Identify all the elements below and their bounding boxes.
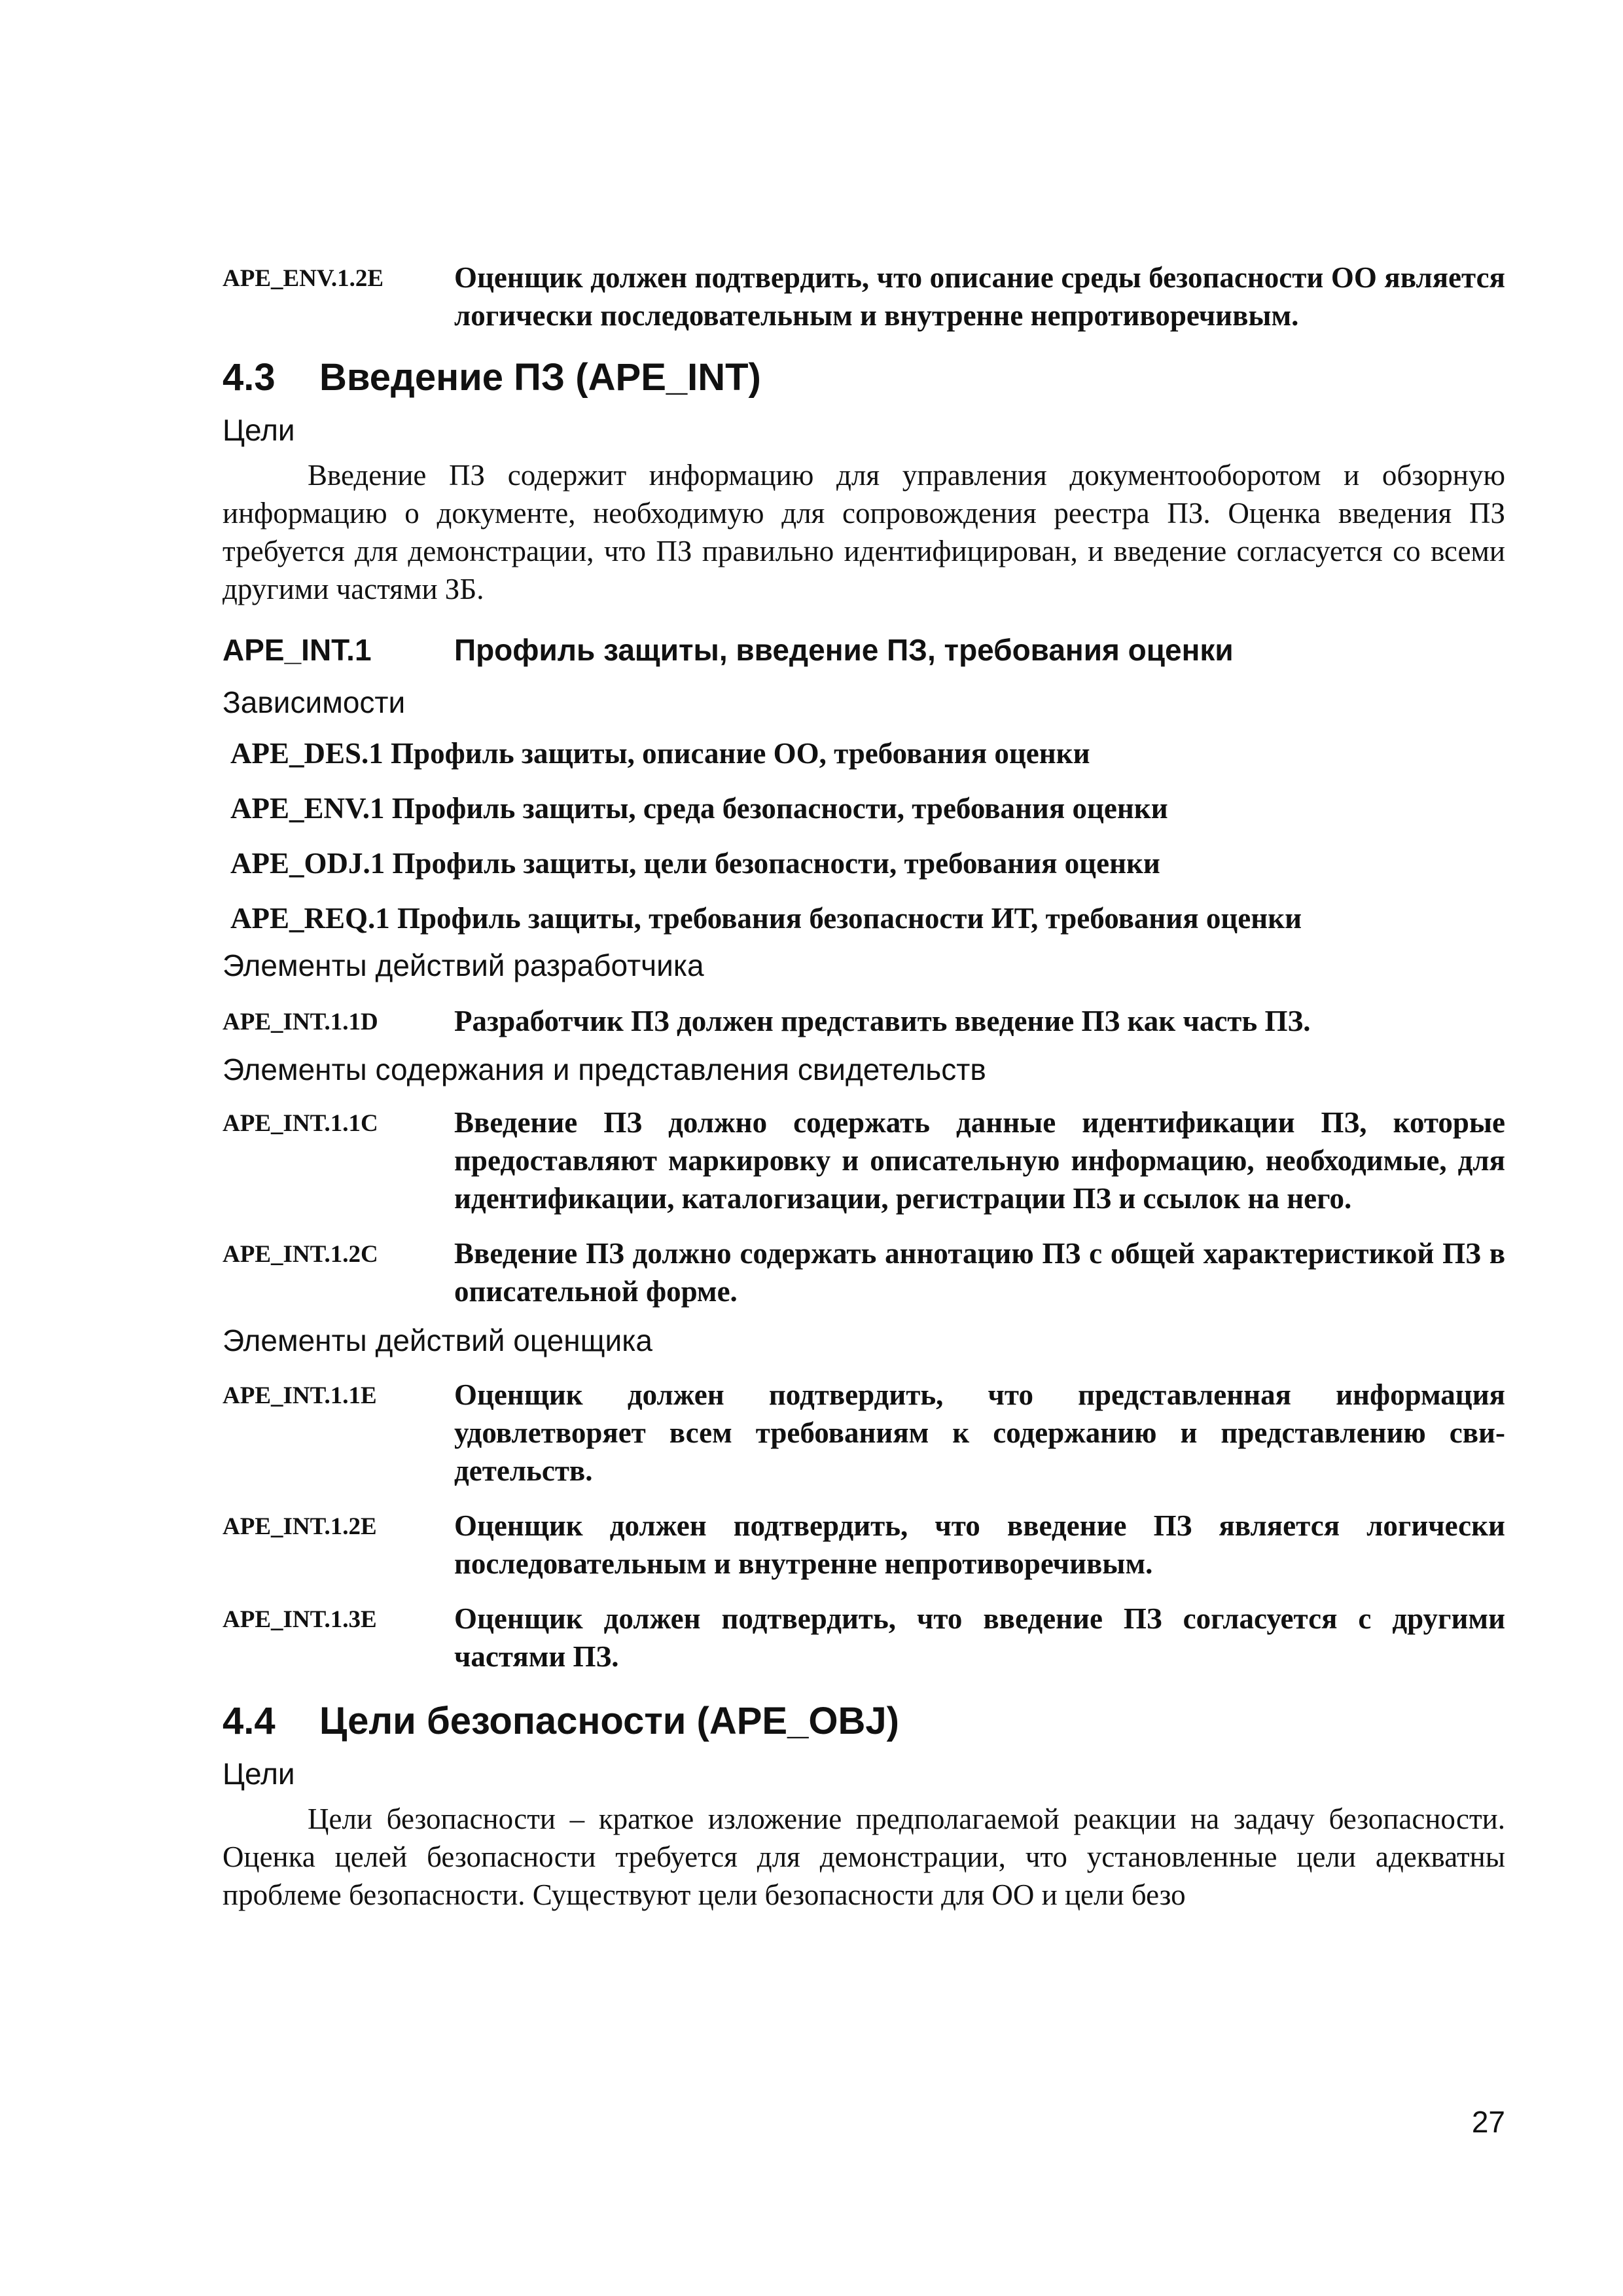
section-heading-4-4 [223,1698,1505,1745]
element-ape-int-1-1d [223,1002,1505,1041]
element-ape-env-1-2e [223,259,1505,334]
element-ape-int-1-2c [223,1234,1505,1310]
dependency-item: APE_ODJ.1 Профиль защиты, цели безопасности, требования оценки [230,847,1160,880]
goals-label: Цели [223,413,295,447]
element-ape-int-1-2e [223,1507,1505,1583]
family-code: APE_INT.1 [223,633,372,667]
element-text: Введение ПЗ должно содержать данные идентификации ПЗ, которые предоставляют маркировку и описательную информацию, необходимые, для идентификации, каталогизации, регистрации ПЗ и ссылок на него. [454,1106,1505,1215]
section-title: Цели безопасности (APE_OBJ) [319,1700,899,1742]
goals-paragraph: Цели безопасности – краткое изложение предполагаемой реакции на задачу безопасности. Оценка целей безопасности требуется для демонстрации, что установленные цели адекватны проблеме безопасности. Существуют цели безопасности для ОО и цели безо [223,1803,1505,1911]
section-heading-4-3 [223,354,1505,401]
family-title: Профиль защиты, введение ПЗ, требования оценки [454,633,1234,667]
element-code: APE_INT.1.2C [223,1241,378,1268]
element-code: APE_ENV.1.2E [223,265,384,292]
dependency-item: APE_ENV.1 Профиль защиты, среда безопасности, требования оценки [230,792,1168,825]
document-page [223,259,1505,2196]
element-code: APE_INT.1.1C [223,1110,378,1137]
element-text: Оценщик должен подтвердить, что введение ПЗ согласуется с другими частями ПЗ. [454,1602,1505,1673]
element-text: Оценщик должен подтвердить, что введение ПЗ является логически последовательным и внутренне непротиворечивым. [454,1509,1505,1580]
section-title: Введение ПЗ (APE_INT) [319,356,761,399]
element-code: APE_INT.1.1E [223,1382,377,1409]
element-code: APE_INT.1.1D [223,1009,378,1035]
section-number: 4.3 [223,356,276,399]
section-number: 4.4 [223,1700,276,1742]
content-elements-label: Элементы содержания и представления свидетельств [223,1052,986,1086]
dependency-item: APE_DES.1 Профиль защиты, описание ОО, требования оценки [230,737,1090,770]
dependency-item: APE_REQ.1 Профиль защиты, требования безопасности ИТ, требования оценки [230,902,1302,935]
evaluator-elements-label: Элементы действий оценщика [223,1323,652,1357]
element-ape-int-1-1e [223,1376,1505,1490]
element-text: Оценщик должен подтвердить, что описание среды безопасности ОО является логически последовательным и внутренне непротиворечивым. [454,261,1505,332]
element-text: Введение ПЗ должно содержать аннотацию ПЗ с общей характеристикой ПЗ в описательной форме. [454,1237,1505,1308]
goals-label: Цели [223,1757,295,1791]
family-heading [223,630,1505,670]
element-text: Разработчик ПЗ должен представить введение ПЗ как часть ПЗ. [454,1005,1311,1037]
developer-elements-label: Элементы действий разработчика [223,948,704,982]
element-ape-int-1-3e [223,1600,1505,1676]
dependencies-label: Зависимости [223,685,406,719]
element-text: Оценщик должен подтвердить, что представленная информация удовлетворяет всем требованиям к содержанию и представлению свидетельств. [454,1378,1505,1487]
element-code: APE_INT.1.2E [223,1513,377,1540]
page-number: 27 [1471,2105,1505,2139]
element-ape-int-1-1c [223,1103,1505,1217]
element-code: APE_INT.1.3E [223,1606,377,1633]
goals-paragraph: Введение ПЗ содержит информацию для управления документооборотом и обзорную информацию о документе, необходимую для сопровождения реестра ПЗ. Оценка введения ПЗ требуется для демонстрации, что ПЗ правильно идентифицирован, и введение согласуется со всеми другими частями ЗБ. [223,459,1505,605]
dependencies-list [223,734,1505,938]
